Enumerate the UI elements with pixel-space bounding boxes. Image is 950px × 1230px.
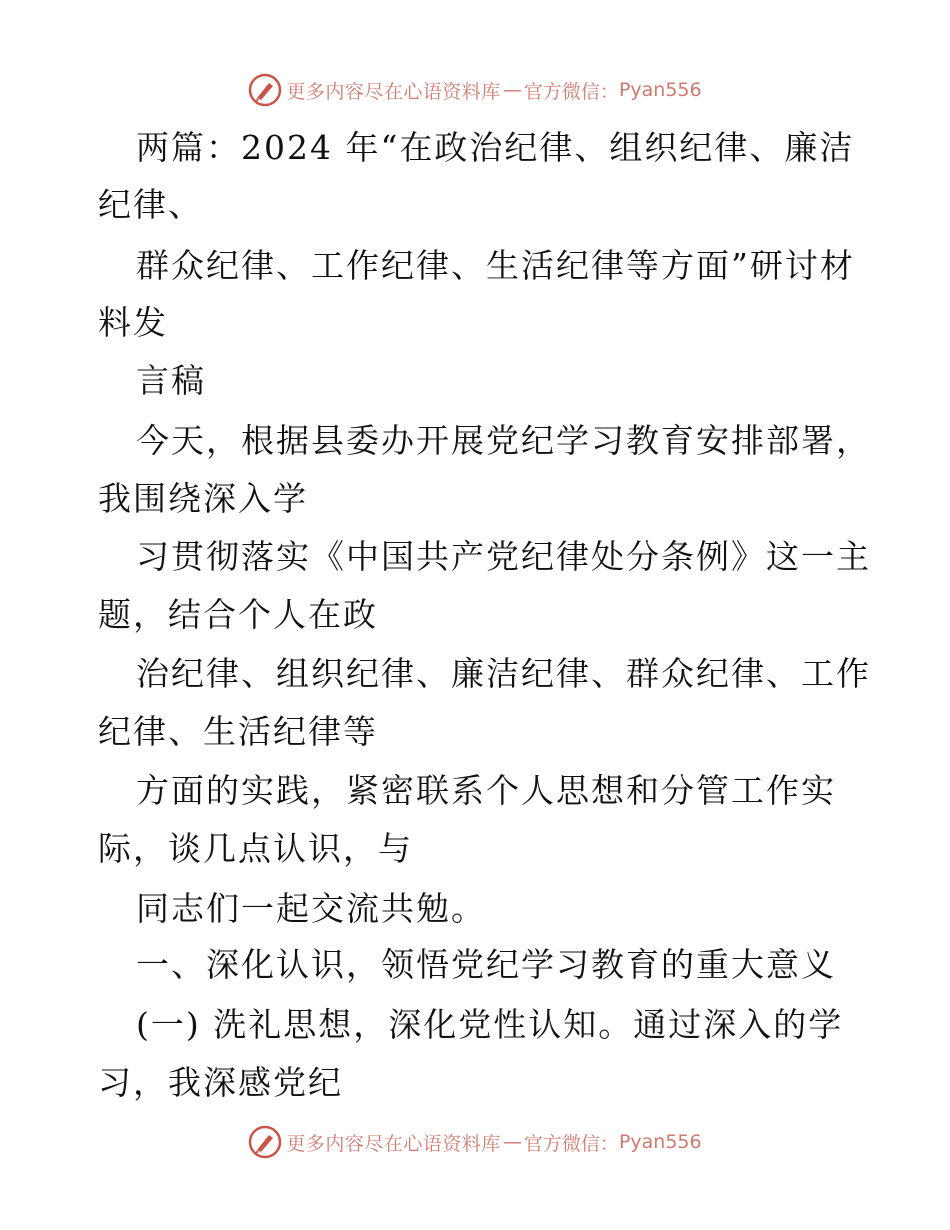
text-line: 今天，根据县委办开展党纪学习教育安排部署， bbox=[136, 421, 871, 460]
pen-logo-icon bbox=[248, 1125, 282, 1159]
text-line: 方面的实践，紧密联系个人思想和分管工作实 bbox=[136, 771, 836, 810]
text-line: 同志们一起交流共勉。 bbox=[136, 889, 486, 928]
section-heading: 一、深化认识，领悟党纪学习教育的重大意义 bbox=[136, 945, 836, 984]
text-line: 习贯彻落实《中国共产党纪律处分条例》这一主 bbox=[136, 537, 871, 576]
watermark-separator: — bbox=[502, 79, 522, 101]
watermark-main-text: 更多内容尽在心语资料库 bbox=[286, 80, 501, 103]
text-line: (一) 洗礼思想，深化党性认知。通过深入的学 bbox=[136, 1005, 844, 1044]
text-line: 题，结合个人在政 bbox=[98, 595, 378, 634]
text-line: 纪律、 bbox=[98, 185, 203, 224]
text-line: 料发 bbox=[98, 303, 168, 342]
watermark-sub-text: 官方微信： bbox=[523, 1132, 619, 1155]
text-line: 我围绕深入学 bbox=[98, 479, 308, 518]
text-line: 言稿 bbox=[136, 361, 206, 400]
text-line: 群众纪律、工作纪律、生活纪律等方面”研讨材 bbox=[136, 246, 855, 285]
watermark-wechat-id: Pyan556 bbox=[618, 79, 702, 101]
text-line: 两篇：2024 年“在政治纪律、组织纪律、廉洁 bbox=[136, 128, 855, 167]
watermark-sub-text: 官方微信： bbox=[523, 80, 619, 103]
text-line: 习，我深感党纪 bbox=[98, 1063, 343, 1102]
footer-watermark bbox=[0, 1124, 950, 1160]
text-line: 纪律、生活纪律等 bbox=[98, 712, 378, 751]
watermark-separator: — bbox=[502, 1131, 522, 1153]
text-line: 际，谈几点认识，与 bbox=[98, 829, 413, 868]
watermark-main-text: 更多内容尽在心语资料库 bbox=[286, 1132, 501, 1155]
watermark-wechat-id: Pyan556 bbox=[618, 1131, 702, 1153]
text-line: 治纪律、组织纪律、廉洁纪律、群众纪律、工作 bbox=[136, 654, 871, 693]
